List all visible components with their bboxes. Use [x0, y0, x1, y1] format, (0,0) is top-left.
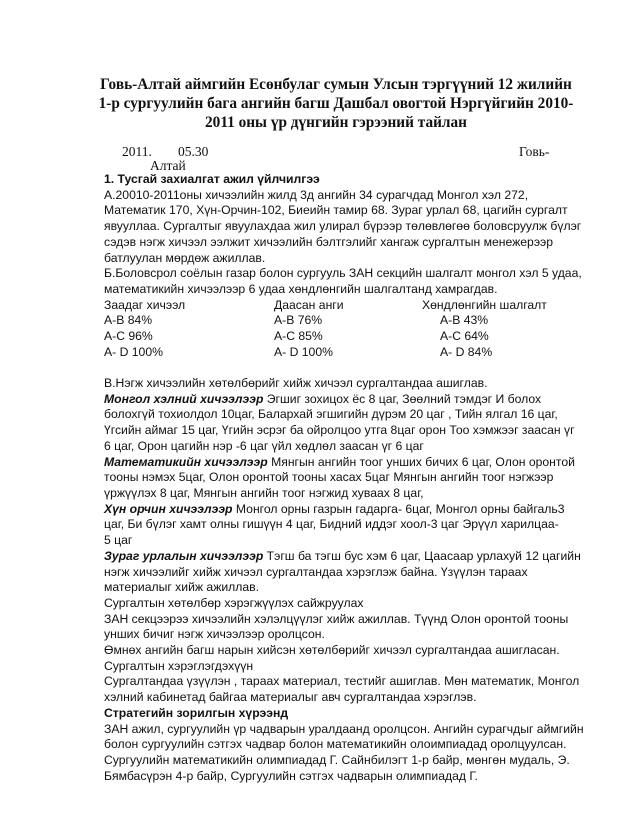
table-cell: А-В 84% — [104, 313, 153, 328]
table-header-cell: Даасан анги — [274, 297, 344, 312]
table-cell: А-С 64% — [440, 329, 489, 343]
table-cell: А- D 100% — [274, 344, 333, 359]
paragraph-mongolian-language — [104, 392, 584, 455]
table-header-cell: Хөндлөнгийн шалгалт — [422, 297, 547, 312]
section-heading-special-work: 1. Тусгай захиалгат ажил үйлчилгээ — [104, 172, 320, 186]
table-row — [104, 329, 584, 345]
paragraph-b: Б.Боловсрол соёлын газар болон сургууль ЗАН секцийн шалгалт монгол хэл 5 удаа, математикийн хичээлээр 6 удаа хөндлөнгийн шалгалтанд хамрагдав. — [104, 266, 582, 296]
paragraph-olympiad: Сургуулийн математикийн олимпиадад Г. Сайнбилэгт 1-р байр, мөнгөн мудаль, Э. Бямбасүрэн 4-р байр, Сургуулийн сэтгэх чадварын олимпиадад Г. — [104, 752, 570, 783]
paragraph-previous-teachers: Өмнөх ангийн багш нарын хийсэн хөтөлбөрийг хичээл сургалтандаа ашигласан. — [104, 643, 560, 658]
subject-label-human: Хүн орчин хичээлээр — [104, 501, 233, 516]
table-row — [104, 345, 584, 361]
section-heading-strategy: Стратегийн зорилгын хүрээнд — [104, 705, 289, 720]
table-cell: А-В 43% — [440, 313, 489, 328]
paragraph-human-environment — [104, 502, 584, 533]
report-body — [104, 172, 584, 784]
paragraph-zan-competition: ЗАН ажил, сургуулийн үр чадварын уралдаанд оролцсон. Ангийн сурагчдыг аймгийн болон сургуулийн сэтгэх чадвар болон математикийн олоимпиадад оролцуулсан. — [104, 721, 584, 752]
report-place-line1: Говь- — [519, 144, 550, 159]
paragraph-mathematics — [104, 455, 584, 502]
subject-text-art: Тэгш ба тэгш бус хэм 6 цаг, Цаасаар урлахуй 12 цагийн нэгж хичээлийг хийж хичээл сургалтандаа хэрэглэж байна. Үзүүлэн тараах материалыг хийж ажиллав. — [104, 548, 581, 595]
paragraph-materials-heading: Сургалтын хэрэглэгдэхүүн — [104, 658, 254, 673]
subject-label-math: Математикийн хичээлээр — [104, 454, 268, 469]
paragraph-materials: Сургалтандаа үзүүлэн , тараах материал, тестийг ашиглав. Мөн математик, Монгол хэлний кабинетад байгаа материалыг авч сургалтандаа хэрэглэв. — [104, 674, 580, 705]
table-cell: А- D 84% — [440, 344, 493, 359]
paragraph-human-environment-tail: 5 цаг — [104, 533, 133, 548]
report-title: Говь-Алтай аймгийн Есөнбулаг сумын Улсын тэргүүний 12 жилийн 1-р сургуулийн бага ангийн багш Дашбал овогтой Нэргүйгийн 2010-2011 оны үр дүнгийн гэрээний тайлан — [98, 76, 574, 131]
subject-text-mongolian: Эгшиг зохицох ёс 8 цаг, Зөөлний тэмдэг И болох болохгүй тохиолдол 10цаг, Балархай эгшигийн дүрэм 20 цаг , Тийн ялгал 16 цаг, Үгсийн аймаг 15 цаг, Үгийн эсрэг ба ойролцоо утга 8цаг орон Тоо хэмжээг заасан үг 6 цаг, Орон цагийн нэр -6 цаг үйл хөдлөл заасан үг 6 цаг — [104, 391, 575, 453]
paragraph-curriculum: Сургалтын хөтөлбөр хэрэгжүүлэх сайжруулах — [104, 595, 364, 610]
subject-label-art: Зураг урлалын хичээлээр — [104, 548, 264, 563]
results-table-header — [104, 298, 584, 314]
report-place-line2: Алтай — [150, 158, 186, 173]
subject-text-math: Мянгын ангийн тоог унших бичих 6 цаг, Олон оронтой тооны нэмэх 5цаг, Олон оронтой тооны хасах 5цаг Мянгын ангийн тоог нэгжээр үржүүлэх 8 цаг, Мянгын ангийн тоог нэгжид хуваах 8 цаг, — [104, 454, 575, 500]
table-cell: А- D 100% — [104, 344, 163, 359]
paragraph-v: В.Нэгж хичээлийн хөтөлбөрийг хийж хичээл сургалтандаа ашиглав. — [104, 376, 488, 391]
spacer — [104, 360, 584, 376]
paragraph-art — [104, 549, 584, 596]
table-cell: А-С 96% — [104, 329, 153, 343]
results-table — [104, 298, 584, 361]
table-cell: А-В 76% — [274, 313, 323, 328]
table-cell: А-С 85% — [274, 329, 323, 343]
table-row — [104, 313, 584, 329]
subject-text-human: Монгол орны газрын гадарга- 6цаг, Монгол орны байгаль3 цаг, Би бүлэг хамт олны гишүүн 4 цаг, Бидний иддэг хоол-3 цаг Эрүүл харилцаа- — [104, 501, 565, 532]
paragraph-zan-section: ЗАН секцээрээ хичээлийн хэлэлцүүлэг хийж ажиллав. Түүнд Олон оронтой тооны унших бичиг нэгж хичээлээр оролцсон. — [104, 611, 569, 642]
table-header-cell: Заадаг хичээл — [104, 297, 186, 312]
report-date-day: 05.30 — [178, 144, 209, 159]
report-date-year: 2011. — [122, 144, 152, 159]
paragraph-a: А.20010-2011оны хичээлийн жилд 3д ангийн 34 сурагчдад Монгол хэл 272, Математик 170, Хүн-Орчин-102, Биеийн тамир 68. Зураг урлал 68, цагийн сургалт явууллаа. Сургалтыг явуулахдаа жил улирал бүрээр төлөвлөгөө боловсруулж бүлэг сэдэв нэгж хичээл ээлжит хичээлийн бэлтгэлийг хангаж сургалтын менежерээр батлуулан мөрдөж ажиллав. — [104, 187, 582, 265]
subject-label-mongolian: Монгол хэлний хичээлээр — [104, 391, 264, 406]
